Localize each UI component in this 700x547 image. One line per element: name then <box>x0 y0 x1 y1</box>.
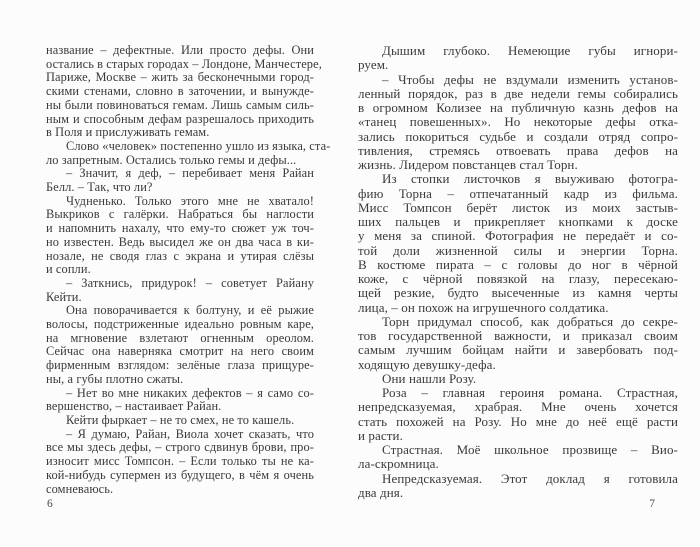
text-line: Торн придумал способ, как добраться до секре- <box>382 313 678 329</box>
text-line: Из стопки листочков я выуживаю фотогра- <box>382 171 678 187</box>
text-line: Дышим глубоко. Немеющие губы игнори- <box>382 43 678 58</box>
text-line: – Я думаю, Райан, Виола хочет сказать, что <box>66 426 314 441</box>
text-line: Мисс Томпсон берёт листок из моих застыв- <box>358 199 678 215</box>
page-text <box>46 43 331 496</box>
text-line: лица, – он похож на игрушечного солдатика. <box>358 299 609 315</box>
text-line: – Значит, я деф, – перебивает меня Райан <box>66 166 314 181</box>
text-line: Роза – главная героиня романа. Страстная, <box>382 385 678 400</box>
text-line: но известен. Ведь высидел же он два часа в ки- <box>46 234 314 249</box>
text-line: тов государственной важности, и приказал своим <box>358 328 678 343</box>
text-line: Кейти. <box>46 289 82 304</box>
text-line: нозале, не сводя глаз с экрана и утирая слёзы <box>46 248 314 263</box>
text-line: Она поворачивается к болтуну, и её рыжие <box>66 303 314 318</box>
text-line: ла-скромница. <box>358 456 439 472</box>
text-line: волосы, подстриженные идеально ровным каре, <box>46 317 314 332</box>
text-line: Страстная. Моё школьное прозвище – Вио- <box>382 442 678 457</box>
text-line: фию Торна – отпечатанный кадр из фильма. <box>358 185 678 201</box>
text-line: два дня. <box>358 484 404 500</box>
text-line: той доли жизненной силы и энергии Торна. <box>358 242 678 258</box>
text-line: – Заткнись, придурок! – советует Райану <box>66 275 314 290</box>
text-line: ленный порядок, раз в две недели гемы собирались <box>358 85 678 101</box>
text-line: ны, а губы плотно сжаты. <box>46 371 184 386</box>
text-line: ходящую девушку-дефа. <box>358 356 496 372</box>
text-line: и расти. <box>358 427 403 443</box>
text-line: название – дефектные. Или просто дефы. Они <box>46 43 314 57</box>
text-line: «танец повешенных». Но некоторые дефы отка- <box>358 114 678 130</box>
text-line: коже, с чёрной повязкой на глазу, пересекаю- <box>358 271 678 286</box>
text-line: вершенство, – настаивает Райан. <box>46 399 222 414</box>
page-number-right: 7 <box>649 498 655 510</box>
text-line: руем. <box>358 57 389 73</box>
text-line: ны были повиноваться гемам. Лишь самым силь- <box>46 97 314 112</box>
text-line: Непредсказуемая. Этот доклад я готовила <box>382 470 678 486</box>
text-line: и сопли. <box>46 262 91 277</box>
text-line: стать похожей на Розу. Но мне до неё ещё расти <box>358 413 678 429</box>
text-line: в Поля и прислуживать гемам. <box>46 125 210 140</box>
text-line: на мгновение взлетают огненным ореолом. <box>46 330 314 345</box>
page-text <box>358 44 678 500</box>
text-line: Сейчас она наверняка смотрит на него своим <box>46 344 314 359</box>
text-line: тивления, стремясь отвоевать права дефов на <box>358 142 678 158</box>
text-line: Чудненько. Только этого мне не хватало! <box>66 193 314 208</box>
text-line: непредсказуемая, храбрая. Мне очень хочется <box>358 399 678 415</box>
text-line: кой-нибудь супермен из будущего, в чём я очень <box>46 467 314 482</box>
text-line: В костюме пирата – с головы до ног в чёрной <box>358 256 678 272</box>
text-line: Кейти фыркает – не то смех, не то кашель. <box>66 412 295 427</box>
text-line: ным и способным дефам разрешалось приходить <box>46 111 314 126</box>
text-line: остались в старых городах – Лондоне, Манчестере, <box>46 56 322 71</box>
text-line: и напомнить нахалу, что ему-то сюжет уж точ- <box>46 221 314 236</box>
text-line: жизнь. Лидером повстанцев стал Торн. <box>358 157 578 172</box>
text-line: – Чтобы дефы не вздумали изменить установ- <box>382 71 678 87</box>
text-line: – Нет во мне никаких дефектов – я само со- <box>66 385 314 400</box>
text-line: Белл. – Так, что ли? <box>46 180 153 195</box>
page-number-left: 6 <box>47 498 53 510</box>
text-line: Слово «человек» постепенно ушло из языка, ста- <box>66 138 331 153</box>
text-line: сомневаюсь. <box>46 481 114 496</box>
text-line: самым лучшим бойцам найти и завербовать под- <box>358 342 678 358</box>
text-line: Париже, Москве – жить за бесконечными город- <box>46 70 314 85</box>
text-line: скими стенами, словно в заточении, и вынужде- <box>46 84 314 99</box>
text-line: все мы здесь дефы, – строго сдвинув брови, про- <box>46 440 314 455</box>
text-line: ло запретным. Остались только гемы и дефы... <box>46 152 297 167</box>
text-line: Выкриков с галёрки. Набраться бы наглости <box>46 207 314 222</box>
text-line: у меня за спиной. Фотография не передаёт и со- <box>358 228 678 244</box>
text-line: щей резкие, будто высеченные из камня черты <box>358 285 678 301</box>
text-line: в огромном Колизее на публичную казнь дефов на <box>358 100 678 115</box>
text-line: ших пальцев и прикрепляет кнопками к доске <box>358 214 678 229</box>
text-line: зались покориться судьбе и создали отряд сопро- <box>358 128 678 144</box>
text-line: фирменным взглядом: зелёные глаза прищуре- <box>46 358 314 373</box>
text-line: Они нашли Розу. <box>382 370 477 386</box>
text-line: износит мисс Томпсон. – Если только ты не ка- <box>46 454 314 469</box>
